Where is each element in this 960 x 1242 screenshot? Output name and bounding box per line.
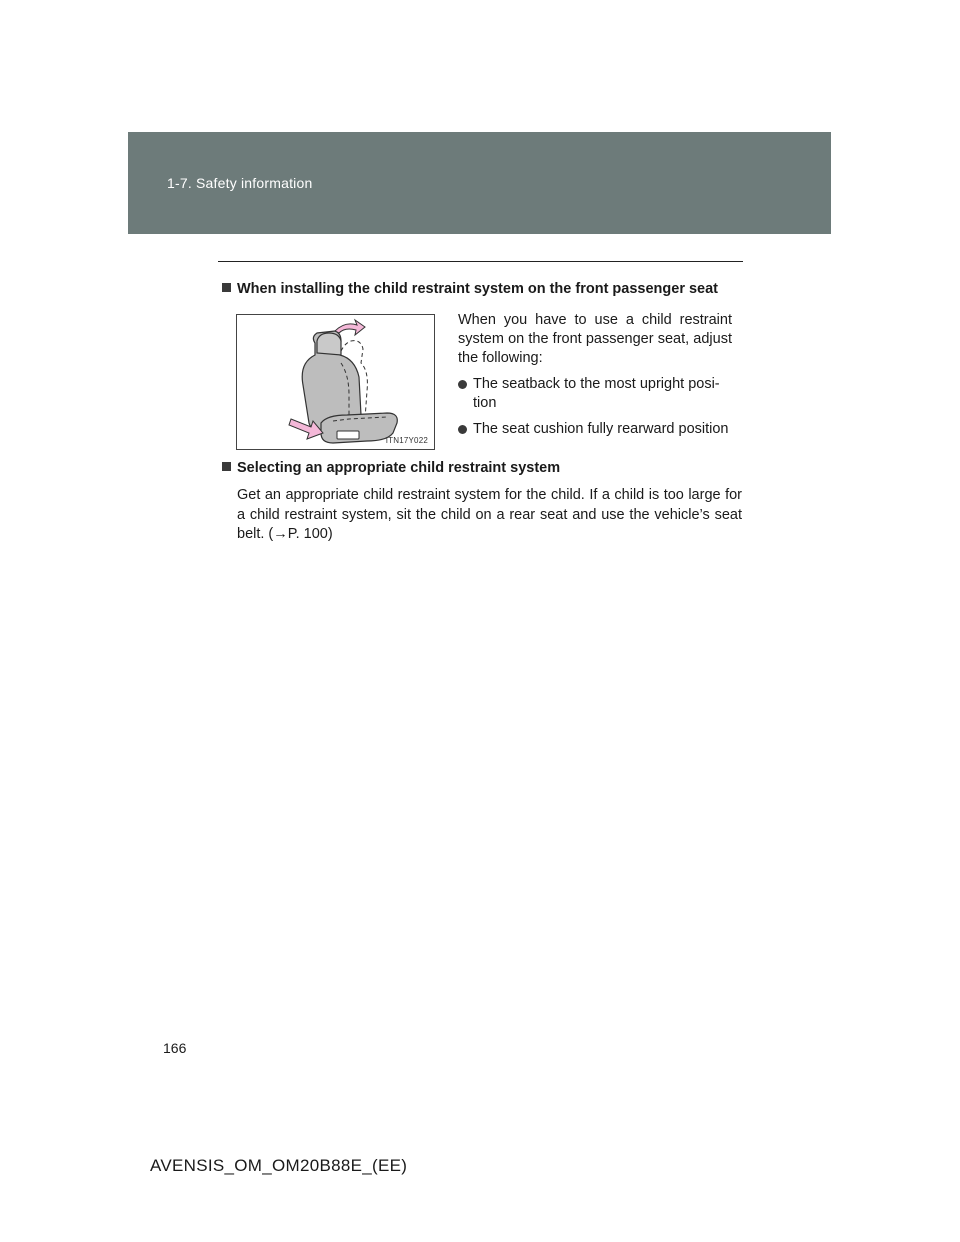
- top-rule: [218, 261, 743, 262]
- heading-text: When installing the child restraint system on the front passenger seat: [237, 281, 719, 297]
- list-item-text: The seatback to the most upright posi-tion: [473, 376, 720, 411]
- square-bullet-icon: [222, 283, 231, 292]
- round-bullet-icon: [458, 425, 467, 434]
- list-item-text: The seat cushion fully rearward position: [473, 421, 729, 437]
- seat-controls: [337, 431, 359, 439]
- headrest-shape: [317, 333, 341, 355]
- heading-selecting-system: [222, 460, 560, 476]
- figure-code: ITN17Y022: [385, 436, 428, 445]
- instruction-text: [458, 311, 732, 446]
- seat-drawing: [237, 315, 436, 451]
- selection-paragraph: Get an appropriate child restraint system for the child. If a child is too large for a child restraint system, sit the child on a rear seat and use the vehicle’s seat belt. (→P. 100): [237, 487, 742, 542]
- adjustment-list: [458, 375, 732, 439]
- intro-paragraph: When you have to use a child restraint system on the front passenger seat, adjust the following:: [458, 312, 732, 366]
- list-item: [458, 420, 732, 439]
- document-id: AVENSIS_OM_OM20B88E_(EE): [150, 1156, 408, 1175]
- list-item: [458, 375, 732, 413]
- recline-arrow-icon: [335, 320, 365, 335]
- section-title: 1-7. Safety information: [167, 175, 313, 191]
- round-bullet-icon: [458, 380, 467, 389]
- square-bullet-icon: [222, 462, 231, 471]
- heading-front-passenger-seat: [222, 281, 718, 297]
- seat-illustration: [236, 314, 435, 450]
- heading-text: Selecting an appropriate child restraint system: [237, 460, 561, 476]
- page-number: 166: [163, 1040, 187, 1056]
